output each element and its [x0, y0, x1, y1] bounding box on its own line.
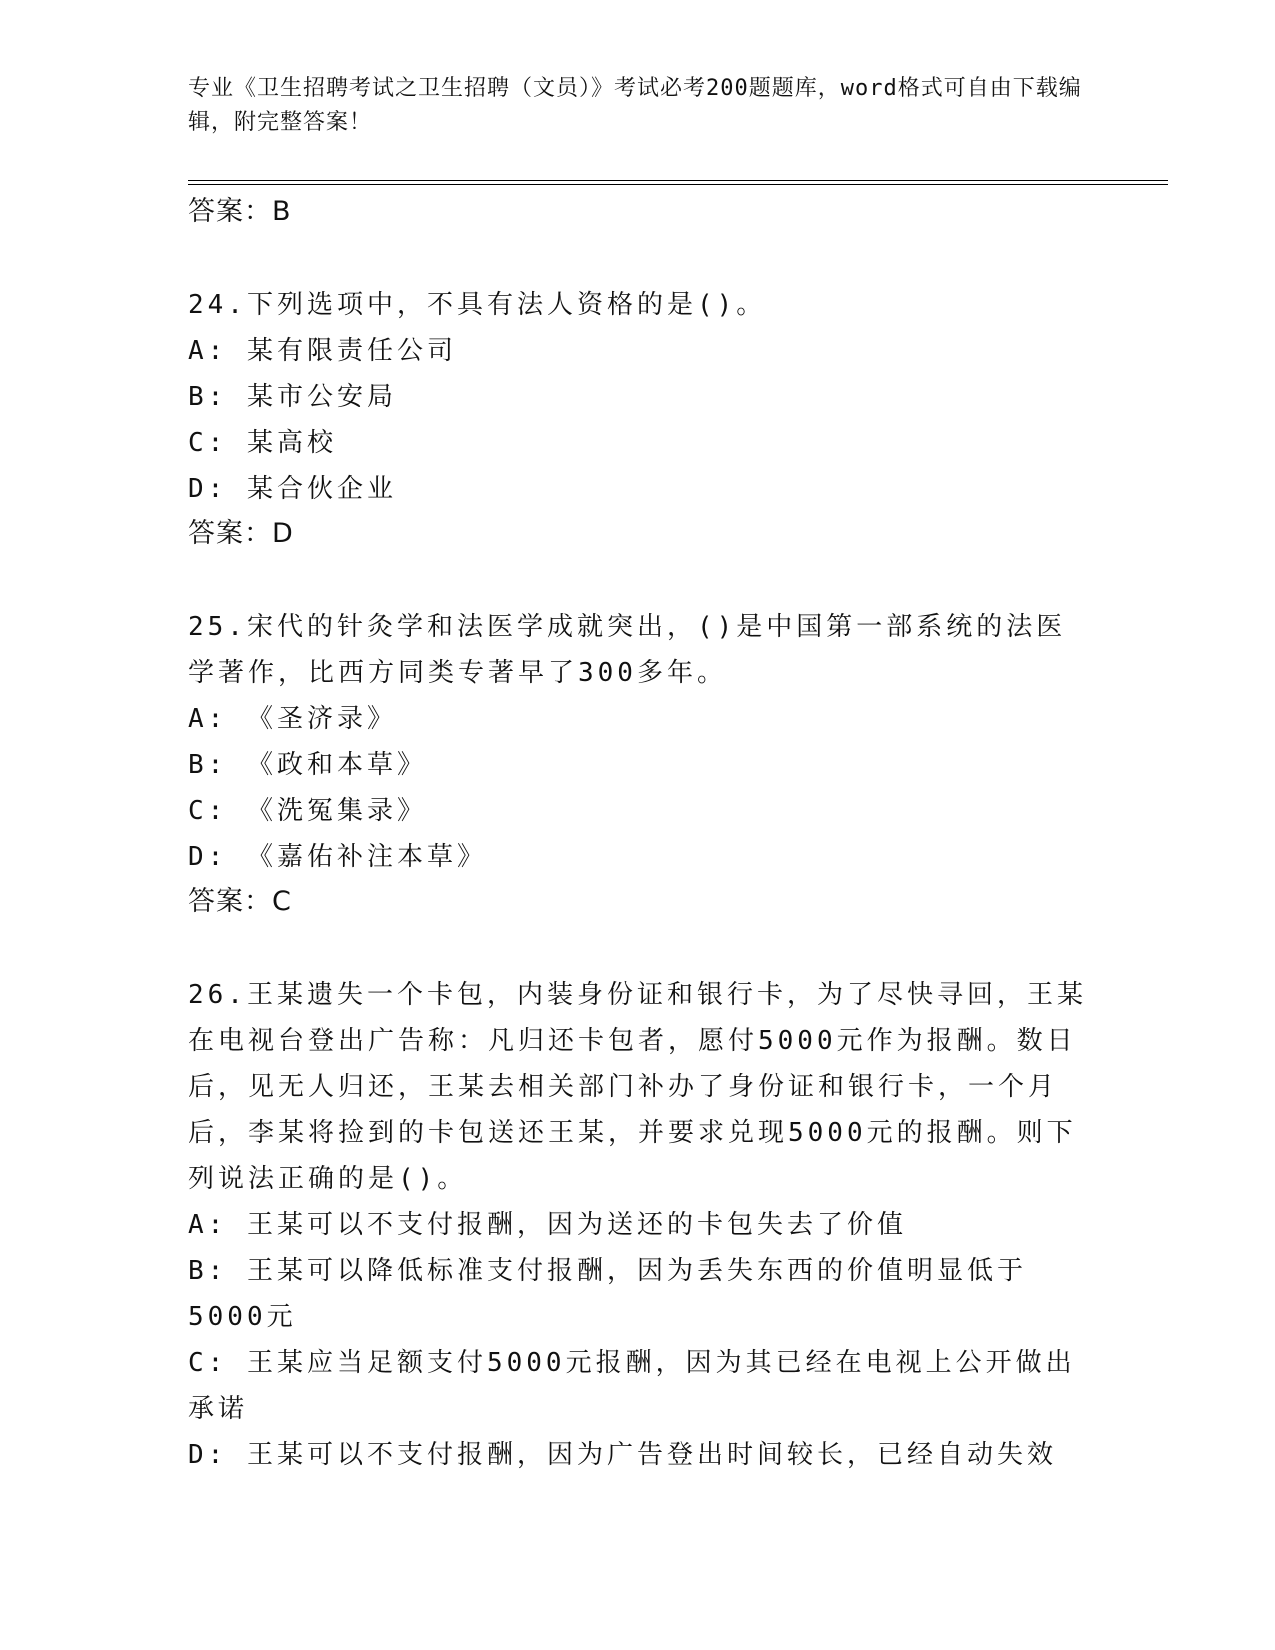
question-list: [188, 190, 1088, 1478]
answer-line: 答案：C: [188, 886, 292, 917]
document-header: 专业《卫生招聘考试之卫生招聘（文员）》考试必考200题题库，word格式可自由下载编辑，附完整答案！: [188, 76, 1082, 135]
answer-line: 答案：B: [188, 196, 292, 227]
option-a: A: 王某可以不支付报酬，因为送还的卡包失去了价值: [188, 1210, 907, 1240]
option-a: A: 《圣济录》: [188, 704, 397, 734]
option-b: B: 《政和本草》: [188, 750, 427, 780]
option-c: C: 王某应当足额支付5000元报酬，因为其已经在电视上公开做出承诺: [188, 1348, 1076, 1424]
option-b: B: 王某可以降低标准支付报酬，因为丢失东西的价值明显低于5000元: [188, 1256, 1027, 1332]
question-stem: 25.宋代的针灸学和法医学成就突出，()是中国第一部系统的法医学著作，比西方同类专著早了300多年。: [188, 612, 1067, 688]
option-b: B: 某市公安局: [188, 382, 397, 412]
option-d: D: 某合伙企业: [188, 474, 397, 504]
header-divider: [188, 180, 1168, 181]
header-divider-secondary: [188, 184, 1168, 185]
option-c: C: 《洗冤集录》: [188, 796, 427, 826]
option-d: D: 《嘉佑补注本草》: [188, 842, 487, 872]
answer-line: 答案：D: [188, 518, 294, 549]
question-stem: 26.王某遗失一个卡包，内装身份证和银行卡，为了尽快寻回，王某在电视台登出广告称：凡归还卡包者，愿付5000元作为报酬。数日后，见无人归还，王某去相关部门补办了身份证和银行卡，一个月后，李某将捡到的卡包送还王某，并要求兑现5000元的报酬。则下列说法正确的是()。: [188, 980, 1087, 1194]
option-a: A: 某有限责任公司: [188, 336, 457, 366]
question-26: [188, 972, 1088, 1478]
question-24: [188, 282, 1088, 556]
option-d: D: 王某可以不支付报酬，因为广告登出时间较长，已经自动失效: [188, 1440, 1057, 1470]
question-25: [188, 604, 1088, 924]
question-stem: 24.下列选项中，不具有法人资格的是()。: [188, 290, 767, 320]
option-c: C: 某高校: [188, 428, 337, 458]
